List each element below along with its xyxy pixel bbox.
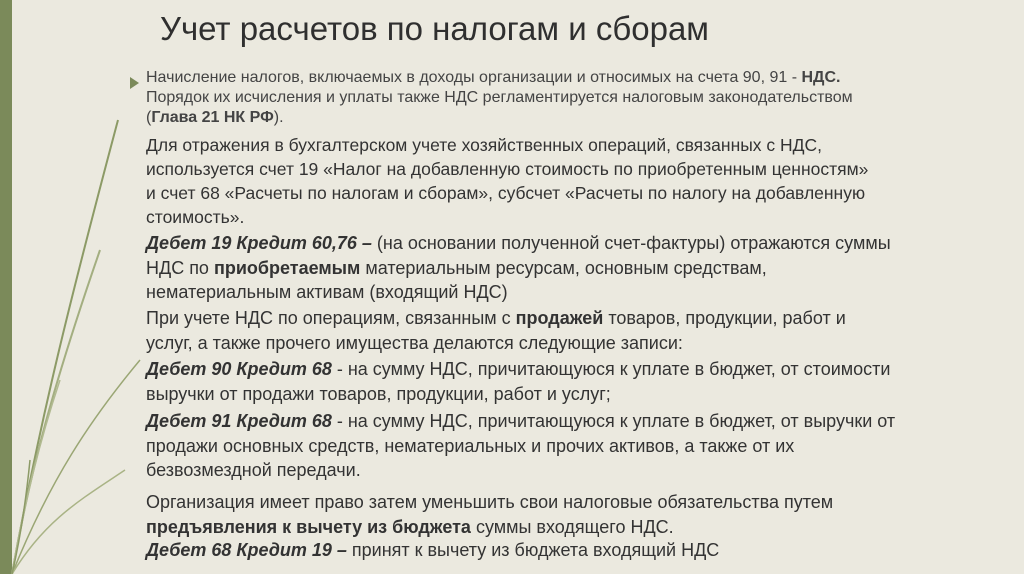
paragraph-vat-accrual: Начисление налогов, включаемых в доходы организации и относимых на счета 90, 91 - НДС. Порядок их исчисления и уплаты также НДС регламентируется налоговым законодательством (Глава 21 НК РФ). [146, 69, 853, 126]
paragraph-debit-90: Дебет 90 Кредит 68 - на сумму НДС, причитающуюся к уплате в бюджет, от стоимости выручки от продажи товаров, продукции, работ и услуг; [146, 359, 891, 404]
paragraph-sales: При учете НДС по операциям, связанным с продажей товаров, продукции, работ и услуг, а также прочего имущества делаются следующие записи: [146, 308, 846, 353]
paragraph-debit-19: Дебет 19 Кредит 60,76 – (на основании полученной счет-фактуры) отражаются суммы НДС по приобретаемым материальным ресурсам, основным средствам, нематериальным активам (входящий НДС) [146, 233, 891, 302]
bullet-arrow-icon [130, 77, 139, 89]
paragraph-deduction: Организация имеет право затем уменьшить свои налоговые обязательства путем предъявления к вычету из бюджета суммы входящего НДС. [146, 492, 834, 537]
paragraph-debit-68: Дебет 68 Кредит 19 – принят к вычету из бюджета входящий НДС [146, 540, 720, 560]
grass-decoration [0, 0, 150, 574]
slide-title: Учет расчетов по налогам и сборам [160, 10, 709, 47]
paragraph-accounts: Для отражения в бухгалтерском учете хозяйственных операций, связанных с НДС, используется счет 19 «Налог на добавленную стоимость по приобретенным ценностям» и счет 68 «Расчеты по налогам и сборам», субсчет «Расчеты по налогу на добавленную стоимость». [146, 135, 869, 227]
paragraph-debit-91: Дебет 91 Кредит 68 - на сумму НДС, причитающуюся к уплате в бюджет, от выручки от продажи основных средств, нематериальных и прочих активов, а также от их безвозмездной передачи. [146, 411, 896, 480]
